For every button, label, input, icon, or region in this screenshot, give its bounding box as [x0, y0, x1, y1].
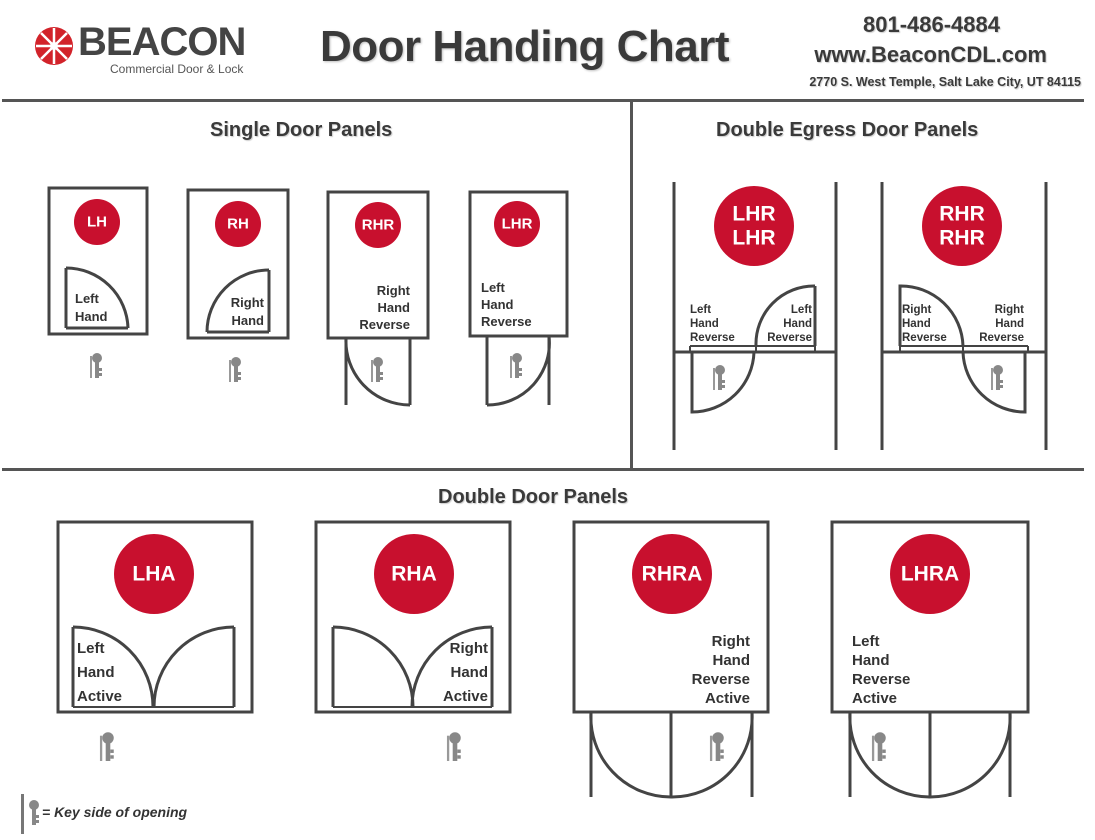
- key-tooth: [519, 368, 522, 371]
- section-title-double: Double Door Panels: [438, 486, 629, 508]
- key-bow: [715, 365, 725, 375]
- egress-label-left-1: Left: [690, 304, 712, 316]
- key-tooth: [380, 372, 383, 375]
- badge-rh-text: RH: [227, 215, 249, 233]
- key-shaft: [878, 743, 883, 761]
- key-shaft: [376, 366, 380, 382]
- key-tooth: [110, 755, 113, 758]
- key-shaft: [95, 362, 99, 378]
- key-shaft: [515, 362, 519, 378]
- key-tooth: [722, 385, 725, 388]
- key-icon-egress-1: [713, 365, 725, 390]
- door-label-rh: Right: [230, 295, 264, 310]
- key-tooth: [238, 377, 241, 380]
- section-title-single: Single Door Panels: [210, 119, 393, 141]
- egress-label-left-1: Reverse: [690, 332, 735, 344]
- egress-label-right-1: Hand: [783, 318, 812, 330]
- egress-label-left-2: Reverse: [902, 332, 947, 344]
- double-swing-lha-right: [154, 627, 234, 707]
- double-label-rhra: Active: [704, 690, 750, 707]
- double-label-lhra: Reverse: [852, 671, 911, 688]
- egress-swing-2b: [963, 352, 1025, 412]
- key-tooth: [1000, 385, 1003, 388]
- key-bow: [449, 732, 461, 744]
- badge-lh-text: LH: [87, 213, 107, 231]
- key-tooth: [882, 750, 885, 753]
- badge-egress-rhr-text: RHR: [939, 226, 985, 250]
- door-label-rhr: Reverse: [359, 317, 410, 332]
- key-tooth: [110, 750, 113, 753]
- double-swing-lhra-left: [850, 712, 930, 797]
- key-wall: [371, 360, 373, 382]
- key-wall: [713, 368, 715, 390]
- section-title-egress: Double Egress Door Panels: [716, 119, 979, 141]
- key-tooth: [519, 373, 522, 376]
- key-bow: [712, 732, 724, 744]
- door-label-lhr: Reverse: [481, 314, 532, 329]
- key-bow: [373, 357, 383, 367]
- egress-label-left-2: Right: [902, 304, 932, 316]
- egress-label-left-2: Hand: [902, 318, 931, 330]
- address: 2770 S. West Temple, Salt Lake City, UT 84115: [809, 75, 1081, 89]
- double-label-lhra: Active: [852, 690, 898, 707]
- key-wall: [447, 736, 449, 761]
- key-tooth: [722, 380, 725, 383]
- key-shaft: [234, 366, 238, 382]
- double-swing-lhra-right: [930, 712, 1010, 797]
- double-label-lhra: Hand: [852, 652, 890, 669]
- badge-lha-text: LHA: [132, 562, 176, 586]
- door-label-rh: Hand: [231, 313, 264, 328]
- egress-label-right-1: Left: [790, 304, 812, 316]
- key-shaft: [453, 743, 458, 761]
- door-label-lhr: Left: [481, 280, 505, 295]
- badge-egress-rhr-text: RHR: [939, 202, 985, 226]
- door-label-lh: Hand: [75, 309, 108, 324]
- key-tooth: [99, 368, 102, 371]
- double-label-rha: Right: [449, 640, 488, 657]
- key-wall: [991, 368, 993, 390]
- key-bow: [993, 365, 1003, 375]
- key-icon-rhr: [371, 357, 383, 382]
- double-label-lha: Left: [77, 640, 105, 657]
- double-label-rha: Active: [442, 688, 488, 705]
- key-icon-rhra: [710, 732, 724, 761]
- key-bow: [874, 732, 886, 744]
- key-icon-lhra: [872, 732, 886, 761]
- key-icon-lha: [100, 732, 114, 761]
- badge-rha-text: RHA: [391, 562, 437, 586]
- door-label-lh: Left: [75, 291, 99, 306]
- key-legend-icon: [20, 793, 44, 835]
- key-wall: [510, 356, 512, 378]
- key-bow: [102, 732, 114, 744]
- badge-lhr-text: LHR: [501, 215, 533, 233]
- key-shaft: [996, 374, 1000, 390]
- key-bow: [231, 357, 241, 367]
- key-tooth: [720, 750, 723, 753]
- door-label-lhr: Hand: [481, 297, 514, 312]
- badge-rhra-text: RHRA: [641, 562, 703, 586]
- badge-rhr-text: RHR: [361, 216, 395, 234]
- page-title: Door Handing Chart: [320, 22, 729, 71]
- website-link[interactable]: www.BeaconCDL.com: [814, 42, 1047, 67]
- double-label-rha: Hand: [450, 664, 488, 681]
- key-shaft: [716, 743, 721, 761]
- key-tooth: [457, 750, 460, 753]
- key-bow: [92, 353, 102, 363]
- key-icon-rha: [447, 732, 461, 761]
- key-wall: [710, 736, 712, 761]
- door-label-rhr: Hand: [377, 300, 410, 315]
- door-label-rhr: Right: [376, 283, 410, 298]
- badge-egress-lhr-text: LHR: [732, 226, 776, 250]
- double-label-lha: Active: [77, 688, 123, 705]
- key-tooth: [238, 372, 241, 375]
- egress-label-left-1: Hand: [690, 318, 719, 330]
- double-label-rhra: Right: [711, 633, 750, 650]
- egress-label-right-2: Right: [994, 304, 1024, 316]
- brand-name: BEACON: [78, 20, 246, 64]
- phone-number: 801-486-4884: [862, 12, 1000, 37]
- key-wall: [229, 360, 231, 382]
- key-tooth: [380, 377, 383, 380]
- egress-label-right-2: Hand: [995, 318, 1024, 330]
- double-label-lhra: Left: [852, 633, 880, 650]
- key-icon-lhr: [510, 353, 522, 378]
- double-swing-rhra-left: [591, 712, 671, 797]
- egress-label-right-2: Reverse: [979, 332, 1024, 344]
- key-wall: [90, 356, 92, 378]
- key-icon-rh: [229, 357, 241, 382]
- key-tooth: [882, 755, 885, 758]
- double-label-rhra: Reverse: [691, 671, 750, 688]
- key-shaft: [718, 374, 722, 390]
- legend-text: = Key side of opening: [42, 804, 188, 820]
- double-label-rhra: Hand: [712, 652, 750, 669]
- key-tooth: [99, 373, 102, 376]
- key-tooth: [720, 755, 723, 758]
- badge-egress-lhr-text: LHR: [732, 202, 776, 226]
- key-wall: [872, 736, 874, 761]
- key-tooth: [457, 755, 460, 758]
- badge-lhra-text: LHRA: [900, 562, 960, 586]
- key-bow: [512, 353, 522, 363]
- brand-subtitle: Commercial Door & Lock: [110, 62, 244, 76]
- legend: [20, 793, 270, 833]
- key-shaft: [106, 743, 111, 761]
- key-icon-lh: [90, 353, 102, 378]
- key-icon-egress-2: [991, 365, 1003, 390]
- double-label-lha: Hand: [77, 664, 115, 681]
- key-tooth: [1000, 380, 1003, 383]
- key-wall: [100, 736, 102, 761]
- egress-label-right-1: Reverse: [767, 332, 812, 344]
- double-swing-rha-left: [333, 627, 413, 707]
